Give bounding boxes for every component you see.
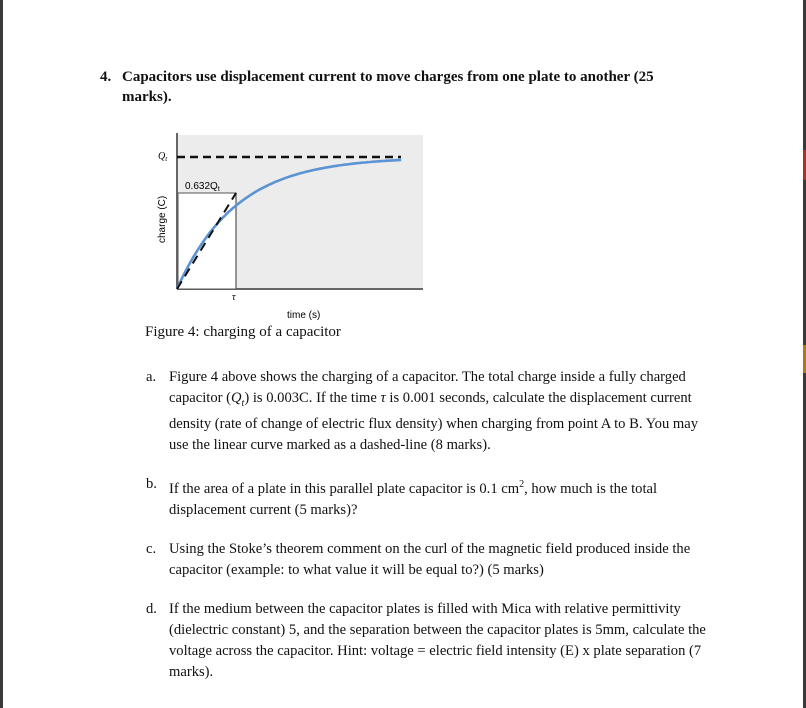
left-window-edge (0, 0, 3, 708)
part-letter: c. (146, 540, 157, 557)
question-heading (100, 67, 700, 107)
question-text: Capacitors use displacement current to move charges from one plate to another (25 marks). (122, 69, 654, 105)
part-letter: d. (146, 600, 157, 617)
part-b: b. If the area of a plate in this parallel plate capacitor is 0.1 $cm^2$, how much is the total displacement current (5 marks)? (146, 475, 658, 518)
level-label: $0.632Q_t$ (185, 181, 220, 193)
figure-caption: Figure 4: charging of a capacitor (145, 324, 341, 340)
question-number: 4. (100, 69, 112, 85)
x-axis-label: time (s) (287, 310, 321, 321)
charging-chart (145, 125, 445, 325)
qt-label: $Q_t$ (158, 151, 168, 163)
part-c: c. Using the Stoke’s theorem comment on the curl of the magnetic field produced inside the capacitor (example: to what value it will be equal to?) (5 marks) (146, 540, 691, 578)
tau-label: τ (232, 292, 236, 303)
capacitor-charging-figure (145, 125, 445, 325)
question-parts-list (146, 367, 716, 701)
part-letter: a. (146, 369, 157, 385)
y-axis-label: charge (C) (157, 195, 168, 243)
part-letter: b. (146, 475, 157, 492)
part-d: d. If the medium between the capacitor plates is filled with Mica with relative permittivity (dielectric constant) 5, and the separation between the capacitor plates is 5mm, calculate the voltage across the capacitor. Hint: voltage = electric field intensity (E) x plate separation (7 marks). (146, 600, 706, 680)
part-a: a. Figure 4 above shows the charging of a capacitor. The total charge inside a fully charged capacitor $(Q_t)$ is 0.003C. If the time τ is 0.001 seconds, calculate the displacement current density (rate of change of electric flux density) when charging from point A to B. You may use the linear curve marked as a dashed-line (8 marks). (146, 369, 699, 453)
